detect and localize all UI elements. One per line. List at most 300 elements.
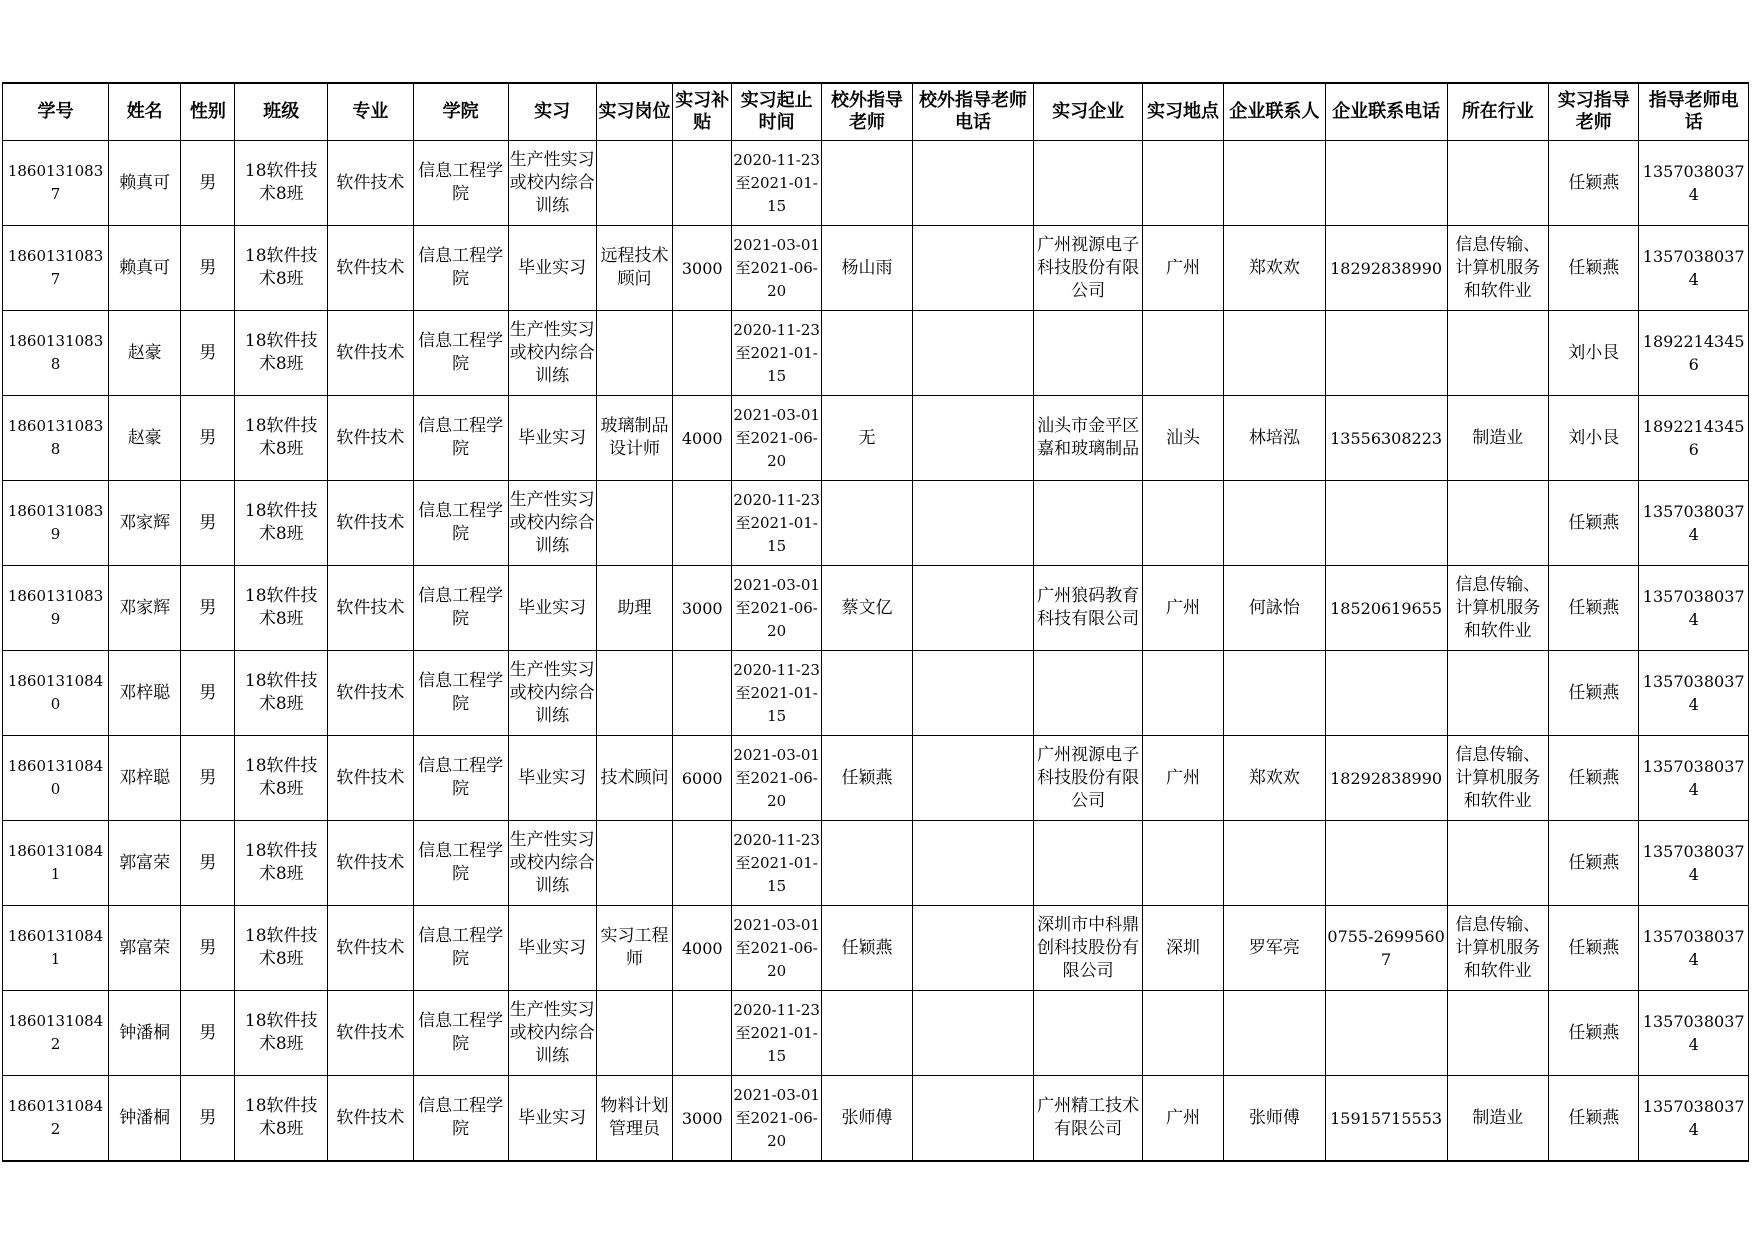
cell-text: 软件技术 <box>336 937 405 958</box>
table-cell <box>1639 736 1749 821</box>
cell-text: 信息工程学院 <box>418 1011 504 1054</box>
table-cell <box>328 906 414 991</box>
cell-text: 2020-11-23至2021-01-15 <box>733 830 820 895</box>
table-cell <box>1034 226 1142 311</box>
cell-text: 男 <box>199 342 217 363</box>
table-cell <box>413 1076 508 1162</box>
table-cell <box>1142 651 1223 736</box>
table-cell <box>1639 1076 1749 1162</box>
cell-text: 软件技术 <box>336 767 405 788</box>
cell-text: 18292838990 <box>1330 768 1443 788</box>
table-cell <box>109 481 181 566</box>
table-cell <box>235 821 328 906</box>
table-cell <box>328 821 414 906</box>
table-cell <box>673 396 732 481</box>
table-cell <box>413 396 508 481</box>
cell-text: 13570380374 <box>1642 842 1745 884</box>
cell-text: 男 <box>199 172 217 193</box>
cell-text: 信息工程学院 <box>418 501 504 544</box>
table-cell <box>732 821 822 906</box>
cell-text: 广州狼码教育科技有限公司 <box>1037 586 1140 629</box>
cell-text: 18软件技术8班 <box>244 756 318 799</box>
table-cell <box>1325 566 1447 651</box>
table-cell <box>1447 396 1549 481</box>
table-cell <box>1447 566 1549 651</box>
table-cell <box>3 396 109 481</box>
cell-text: 4000 <box>681 938 723 958</box>
table-cell <box>1639 821 1749 906</box>
table-cell <box>1142 141 1223 226</box>
table-cell <box>328 651 414 736</box>
cell-text: 任颖燕 <box>1568 1022 1620 1043</box>
cell-text: 任颖燕 <box>1568 172 1620 193</box>
table-cell <box>1325 396 1447 481</box>
table-cell <box>673 311 732 396</box>
cell-text: 18软件技术8班 <box>244 841 318 884</box>
table-cell <box>328 1076 414 1162</box>
cell-text: 邓家辉 <box>119 597 171 618</box>
cell-text: 18601310837 <box>7 162 104 203</box>
table-row <box>3 651 1749 736</box>
table-cell <box>822 226 912 311</box>
table-cell <box>822 991 912 1076</box>
cell-text: 蔡文亿 <box>841 597 893 618</box>
table-cell <box>1142 821 1223 906</box>
table-cell <box>1034 1076 1142 1162</box>
cell-text: 生产性实习或校内综合训练 <box>509 659 595 726</box>
table-cell <box>328 736 414 821</box>
table-cell <box>181 141 235 226</box>
cell-text: 18601310839 <box>7 502 104 543</box>
table-cell <box>596 226 673 311</box>
table-cell <box>732 396 822 481</box>
cell-text: 信息工程学院 <box>418 246 504 289</box>
table-cell <box>235 566 328 651</box>
table-cell <box>3 821 109 906</box>
table-cell <box>1325 1076 1447 1162</box>
cell-text: 2021-03-01至2021-06-20 <box>733 235 820 300</box>
table-cell <box>508 311 596 396</box>
cell-text: 物料计划管理员 <box>600 1096 669 1139</box>
table-row <box>3 991 1749 1076</box>
column-header: 专业 <box>328 83 414 141</box>
cell-text: 18软件技术8班 <box>244 416 318 459</box>
table-cell <box>508 651 596 736</box>
cell-text: 软件技术 <box>336 427 405 448</box>
cell-text: 张师傅 <box>841 1107 893 1128</box>
column-header: 实习 <box>508 83 596 141</box>
cell-text: 信息工程学院 <box>418 841 504 884</box>
cell-text: 张师傅 <box>1248 1107 1300 1128</box>
table-cell <box>1549 821 1639 906</box>
cell-text: 生产性实习或校内综合训练 <box>509 489 595 556</box>
cell-text: 软件技术 <box>336 1022 405 1043</box>
cell-text: 深圳 <box>1165 937 1200 958</box>
table-cell <box>1142 226 1223 311</box>
table-cell <box>1447 736 1549 821</box>
table-cell <box>109 906 181 991</box>
cell-text: 任颖燕 <box>841 767 893 788</box>
table-cell <box>822 821 912 906</box>
table-cell <box>732 566 822 651</box>
cell-text: 18601310839 <box>7 587 104 628</box>
table-cell <box>596 311 673 396</box>
table-cell <box>1142 311 1223 396</box>
table-cell <box>413 311 508 396</box>
table-cell <box>508 1076 596 1162</box>
table-cell <box>1639 311 1749 396</box>
cell-text: 信息工程学院 <box>418 926 504 969</box>
table-cell <box>1639 141 1749 226</box>
table-cell <box>235 906 328 991</box>
table-cell <box>673 821 732 906</box>
table-cell <box>596 991 673 1076</box>
table-cell <box>673 991 732 1076</box>
table-cell <box>3 651 109 736</box>
table-cell <box>732 226 822 311</box>
cell-text: 信息工程学院 <box>418 416 504 459</box>
cell-text: 18601310838 <box>7 417 104 458</box>
column-header: 学号 <box>3 83 109 141</box>
table-cell <box>1549 736 1639 821</box>
table-cell <box>822 481 912 566</box>
table-cell <box>1549 906 1639 991</box>
cell-text: 18软件技术8班 <box>244 246 318 289</box>
table-cell <box>1142 736 1223 821</box>
table-cell <box>1224 226 1326 311</box>
table-cell <box>1325 736 1447 821</box>
table-cell <box>1224 991 1326 1076</box>
table-cell <box>912 991 1034 1076</box>
table-row <box>3 141 1749 226</box>
cell-text: 任颖燕 <box>1568 1107 1620 1128</box>
cell-text: 广州 <box>1165 1107 1200 1128</box>
table-cell <box>1447 481 1549 566</box>
cell-text: 2021-03-01至2021-06-20 <box>733 575 820 640</box>
cell-text: 15915715553 <box>1330 1108 1443 1128</box>
cell-text: 林培泓 <box>1248 427 1300 448</box>
table-cell <box>912 311 1034 396</box>
table-cell <box>1224 821 1326 906</box>
table-row <box>3 821 1749 906</box>
table-row <box>3 736 1749 821</box>
table-cell <box>1034 906 1142 991</box>
table-cell <box>1549 481 1639 566</box>
cell-text: 男 <box>199 852 217 873</box>
cell-text: 2020-11-23至2021-01-15 <box>733 1000 820 1065</box>
table-cell <box>508 821 596 906</box>
table-cell <box>732 991 822 1076</box>
cell-text: 郭富荣 <box>119 852 171 873</box>
cell-text: 18601310842 <box>7 1012 104 1053</box>
cell-text: 18292838990 <box>1330 258 1443 278</box>
cell-text: 毕业实习 <box>518 427 587 448</box>
table-cell <box>109 821 181 906</box>
table-cell <box>673 226 732 311</box>
cell-text: 18601310837 <box>7 247 104 288</box>
table-cell <box>235 1076 328 1162</box>
cell-text: 2021-03-01至2021-06-20 <box>733 405 820 470</box>
table-cell <box>3 566 109 651</box>
cell-text: 何詠怡 <box>1248 597 1300 618</box>
cell-text: 赖真可 <box>119 257 171 278</box>
table-cell <box>732 141 822 226</box>
table-cell <box>328 141 414 226</box>
table-row <box>3 1076 1749 1162</box>
table-cell <box>508 226 596 311</box>
table-row <box>3 396 1749 481</box>
table-cell <box>1549 311 1639 396</box>
table-cell <box>109 1076 181 1162</box>
table-cell <box>181 736 235 821</box>
table-cell <box>3 736 109 821</box>
table-cell <box>673 651 732 736</box>
table-cell <box>328 991 414 1076</box>
cell-text: 男 <box>199 682 217 703</box>
cell-text: 3000 <box>681 598 723 618</box>
cell-text: 毕业实习 <box>518 1107 587 1128</box>
table-cell <box>508 906 596 991</box>
cell-text: 生产性实习或校内综合训练 <box>509 149 595 216</box>
cell-text: 玻璃制品设计师 <box>600 416 669 459</box>
table-cell <box>181 821 235 906</box>
cell-text: 2020-11-23至2021-01-15 <box>733 490 820 555</box>
cell-text: 18软件技术8班 <box>244 926 318 969</box>
table-cell <box>822 141 912 226</box>
cell-text: 郑欢欢 <box>1248 257 1300 278</box>
cell-text: 男 <box>199 597 217 618</box>
cell-text: 3000 <box>681 258 723 278</box>
table-cell <box>181 651 235 736</box>
table-cell <box>1447 311 1549 396</box>
table-cell <box>328 226 414 311</box>
cell-text: 赖真可 <box>119 172 171 193</box>
table-cell <box>235 736 328 821</box>
cell-text: 男 <box>199 427 217 448</box>
cell-text: 邓梓聪 <box>119 767 171 788</box>
cell-text: 18软件技术8班 <box>244 1096 318 1139</box>
cell-text: 郭富荣 <box>119 937 171 958</box>
cell-text: 6000 <box>681 768 723 788</box>
table-cell <box>3 906 109 991</box>
table-cell <box>822 566 912 651</box>
table-cell <box>912 1076 1034 1162</box>
cell-text: 软件技术 <box>336 597 405 618</box>
header-row <box>3 83 1749 141</box>
cell-text: 2021-03-01至2021-06-20 <box>733 745 820 810</box>
cell-text: 信息工程学院 <box>418 756 504 799</box>
column-header: 实习补贴 <box>673 83 732 141</box>
cell-text: 广州视源电子科技股份有限公司 <box>1037 234 1140 301</box>
table-cell <box>1142 1076 1223 1162</box>
cell-text: 男 <box>199 767 217 788</box>
cell-text: 刘小艮 <box>1568 427 1620 448</box>
table-cell <box>673 1076 732 1162</box>
table-cell <box>1639 991 1749 1076</box>
table-cell <box>1034 311 1142 396</box>
table-cell <box>1142 396 1223 481</box>
cell-text: 任颖燕 <box>1568 937 1620 958</box>
cell-text: 赵豪 <box>127 342 162 363</box>
internship-table <box>2 82 1749 1162</box>
column-header: 实习企业 <box>1034 83 1142 141</box>
cell-text: 广州 <box>1165 257 1200 278</box>
table-cell <box>413 906 508 991</box>
cell-text: 13570380374 <box>1642 587 1745 629</box>
cell-text: 毕业实习 <box>518 257 587 278</box>
table-cell <box>673 736 732 821</box>
table-cell <box>109 566 181 651</box>
cell-text: 18软件技术8班 <box>244 586 318 629</box>
cell-text: 广州精工技术有限公司 <box>1037 1096 1140 1139</box>
table-cell <box>181 991 235 1076</box>
cell-text: 技术顾问 <box>600 767 669 788</box>
table-cell <box>1142 481 1223 566</box>
table-cell <box>596 906 673 991</box>
table-cell <box>109 736 181 821</box>
table-cell <box>1034 481 1142 566</box>
cell-text: 13556308223 <box>1330 428 1443 448</box>
table-cell <box>413 991 508 1076</box>
cell-text: 18软件技术8班 <box>244 161 318 204</box>
table-cell <box>1639 226 1749 311</box>
cell-text: 信息工程学院 <box>418 671 504 714</box>
cell-text: 任颖燕 <box>1568 257 1620 278</box>
table-cell <box>732 311 822 396</box>
table-cell <box>1224 396 1326 481</box>
table-cell <box>1224 736 1326 821</box>
cell-text: 18软件技术8班 <box>244 501 318 544</box>
table-cell <box>109 141 181 226</box>
cell-text: 软件技术 <box>336 172 405 193</box>
table-cell <box>1142 906 1223 991</box>
cell-text: 广州 <box>1165 597 1200 618</box>
table-cell <box>181 566 235 651</box>
cell-text: 18520619655 <box>1330 598 1443 618</box>
table-cell <box>1549 566 1639 651</box>
cell-text: 13570380374 <box>1642 1097 1745 1139</box>
table-cell <box>732 906 822 991</box>
cell-text: 2020-11-23至2021-01-15 <box>733 150 820 215</box>
table-cell <box>1447 141 1549 226</box>
table-cell <box>1325 226 1447 311</box>
cell-text: 邓家辉 <box>119 512 171 533</box>
table-cell <box>508 396 596 481</box>
cell-text: 18601310840 <box>7 757 104 798</box>
table-cell <box>1447 991 1549 1076</box>
table-cell <box>235 651 328 736</box>
table-cell <box>3 226 109 311</box>
table-cell <box>1034 396 1142 481</box>
table-cell <box>181 1076 235 1162</box>
cell-text: 信息传输、计算机服务和软件业 <box>1455 574 1541 641</box>
table-cell <box>1639 566 1749 651</box>
table-cell <box>1549 396 1639 481</box>
table-cell <box>596 736 673 821</box>
table-cell <box>1325 906 1447 991</box>
table-cell <box>912 396 1034 481</box>
cell-text: 毕业实习 <box>518 767 587 788</box>
cell-text: 信息工程学院 <box>418 331 504 374</box>
table-cell <box>1034 141 1142 226</box>
table-cell <box>109 396 181 481</box>
cell-text: 毕业实习 <box>518 937 587 958</box>
table-cell <box>181 396 235 481</box>
cell-text: 3000 <box>681 1108 723 1128</box>
table-cell <box>3 991 109 1076</box>
cell-text: 18922143456 <box>1642 417 1745 459</box>
table-cell <box>1034 736 1142 821</box>
table-cell <box>413 141 508 226</box>
cell-text: 男 <box>199 1022 217 1043</box>
table-cell <box>1447 906 1549 991</box>
table-cell <box>596 481 673 566</box>
table-cell <box>1224 311 1326 396</box>
table-cell <box>596 651 673 736</box>
table-cell <box>822 1076 912 1162</box>
table-cell <box>328 396 414 481</box>
cell-text: 赵豪 <box>127 427 162 448</box>
table-cell <box>822 906 912 991</box>
column-header: 企业联系人 <box>1224 83 1326 141</box>
table-cell <box>596 821 673 906</box>
table-cell <box>3 141 109 226</box>
cell-text: 2021-03-01至2021-06-20 <box>733 1085 820 1150</box>
table-cell <box>732 1076 822 1162</box>
table-cell <box>413 736 508 821</box>
cell-text: 汕头市金平区嘉和玻璃制品 <box>1037 416 1140 459</box>
table-cell <box>508 991 596 1076</box>
table-cell <box>181 226 235 311</box>
table-cell <box>1325 991 1447 1076</box>
table-cell <box>1549 651 1639 736</box>
cell-text: 汕头 <box>1165 427 1200 448</box>
cell-text: 制造业 <box>1472 427 1524 448</box>
table-row <box>3 311 1749 396</box>
cell-text: 13570380374 <box>1642 757 1745 799</box>
table-cell <box>822 396 912 481</box>
cell-text: 无 <box>858 427 876 448</box>
cell-text: 2020-11-23至2021-01-15 <box>733 320 820 385</box>
cell-text: 信息传输、计算机服务和软件业 <box>1455 914 1541 981</box>
column-header: 校外指导老师 <box>822 83 912 141</box>
table-cell <box>235 481 328 566</box>
cell-text: 生产性实习或校内综合训练 <box>509 829 595 896</box>
table-cell <box>1224 566 1326 651</box>
table-cell <box>596 396 673 481</box>
cell-text: 罗军亮 <box>1248 937 1300 958</box>
table-cell <box>596 566 673 651</box>
table-cell <box>912 481 1034 566</box>
cell-text: 深圳市中科鼎创科技股份有限公司 <box>1037 914 1140 981</box>
table-cell <box>1549 1076 1639 1162</box>
table-cell <box>508 481 596 566</box>
table-cell <box>3 481 109 566</box>
cell-text: 广州 <box>1165 767 1200 788</box>
table-cell <box>822 736 912 821</box>
cell-text: 13570380374 <box>1642 1012 1745 1054</box>
cell-text: 任颖燕 <box>1568 682 1620 703</box>
cell-text: 18601310840 <box>7 672 104 713</box>
table-cell <box>1447 651 1549 736</box>
table-cell <box>1224 141 1326 226</box>
table-cell <box>413 566 508 651</box>
table-cell <box>181 311 235 396</box>
column-header: 实习地点 <box>1142 83 1223 141</box>
table-cell <box>3 1076 109 1162</box>
cell-text: 13570380374 <box>1642 672 1745 714</box>
cell-text: 18601310838 <box>7 332 104 373</box>
